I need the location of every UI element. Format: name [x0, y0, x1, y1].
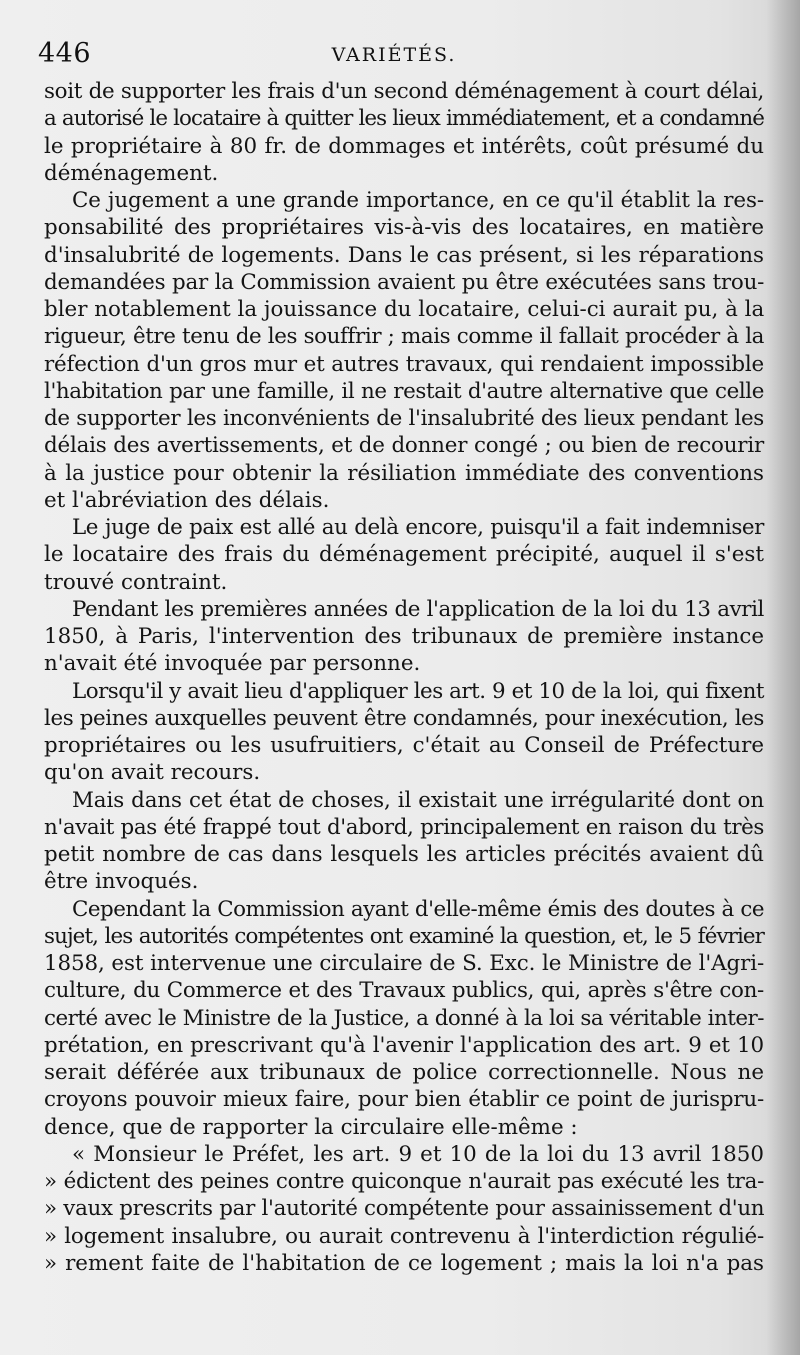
text-line: bler notablement la jouissance du locataire, celui-ci aurait pu, à la	[44, 297, 765, 322]
text-line: n'avait pas été frappé tout d'abord, principalement en raison du très	[44, 814, 764, 840]
text-line: sujet, les autorités compétentes ont examiné la question, et, le 5 février	[44, 923, 764, 949]
text-line: l'habitation par une famille, il ne restait d'autre alternative que celle	[44, 378, 764, 404]
text-line: être invoqués.	[44, 869, 199, 895]
page-edge-shadow	[766, 0, 800, 1355]
text-line: Mais dans cet état de choses, il existait une irrégularité dont on	[72, 787, 764, 813]
page-number: 446	[38, 38, 92, 69]
text-line: soit de supporter les frais d'un second déménagement à court délai,	[44, 79, 764, 104]
text-line: serait déférée aux tribunaux de police correctionnelle. Nous ne	[44, 1060, 764, 1085]
text-line: et l'abréviation des délais.	[44, 487, 330, 513]
text-line: » rement faite de l'habitation de ce logement ; mais la loi n'a pas	[44, 1250, 764, 1276]
text-line: 1858, est intervenue une circulaire de S. Exc. le Ministre de l'Agri-	[44, 951, 765, 976]
page-header	[38, 32, 750, 72]
text-line: » édictent des peines contre quiconque n'aurait pas exécuté les tra-	[44, 1169, 764, 1194]
text-line: ponsabilité des propriétaires vis-à-vis des locataires, en matière	[44, 215, 764, 241]
text-line: Le juge de paix est allé au delà encore, puisqu'il a fait indemniser	[72, 515, 764, 540]
text-line: à la justice pour obtenir la résiliation immédiate des conventions	[44, 460, 764, 486]
text-line: Ce jugement a une grande importance, en ce qu'il établit la res-	[72, 188, 764, 213]
text-line: certé avec le Ministre de la Justice, a donné à la loi sa véritable inter-	[44, 1005, 764, 1031]
text-line: propriétaires ou les usufruitiers, c'était au Conseil de Préfecture	[44, 733, 764, 758]
text-line: n'avait été invoquée par personne.	[44, 651, 421, 677]
text-line: d'insalubrité de logements. Dans le cas présent, si les réparations	[44, 242, 764, 268]
text-line: culture, du Commerce et des Travaux publics, qui, après s'être con-	[44, 978, 764, 1004]
text-line: de supporter les inconvénients de l'insalubrité des lieux pendant les	[44, 406, 764, 431]
text-line: a autorisé le locataire à quitter les lieux immédiatement, et a condamné	[44, 106, 764, 132]
text-line: déménagement.	[44, 160, 219, 186]
text-line: Cependant la Commission ayant d'elle-même émis des doutes à ce	[72, 896, 764, 922]
text-line: » vaux prescrits par l'autorité compétente pour assainissement d'un	[44, 1196, 765, 1222]
text-line: trouvé contraint.	[44, 569, 228, 595]
text-line: « Monsieur le Préfet, les art. 9 et 10 de la loi du 13 avril 1850	[72, 1141, 764, 1167]
body-text	[44, 78, 764, 1277]
text-line: rigueur, être tenu de les souffrir ; mais comme il fallait procéder à la	[44, 324, 764, 350]
text-line: petit nombre de cas dans lesquels les articles précités avaient dû	[44, 842, 764, 867]
text-line: prétation, en prescrivant qu'à l'avenir l'application des art. 9 et 10	[44, 1032, 764, 1058]
text-line: 1850, à Paris, l'intervention des tribunaux de première instance	[44, 624, 764, 649]
text-line: qu'on avait recours.	[44, 760, 261, 786]
text-line: croyons pouvoir mieux faire, pour bien établir ce point de jurispru-	[44, 1087, 764, 1113]
running-head: VARIÉTÉS.	[331, 44, 457, 66]
text-line: Pendant les premières années de l'application de la loi du 13 avril	[72, 596, 764, 622]
text-line: réfection d'un gros mur et autres travaux, qui rendaient impossible	[44, 351, 764, 377]
text-line: les peines auxquelles peuvent être condamnés, pour inexécution, les	[44, 705, 764, 731]
text-line: dence, que de rapporter la circulaire elle-même :	[44, 1114, 578, 1140]
text-line: Lorsqu'il y avait lieu d'appliquer les art. 9 et 10 de la loi, qui fixent	[72, 678, 764, 704]
text-line: le propriétaire à 80 fr. de dommages et intérêts, coût présumé du	[44, 133, 764, 159]
text-line: demandées par la Commission avaient pu être exécutées sans trou-	[44, 269, 765, 295]
text-line: » logement insalubre, ou aurait contrevenu à l'interdiction régulié-	[44, 1223, 764, 1249]
text-line: délais des avertissements, et de donner congé ; ou bien de recourir	[44, 433, 764, 459]
text-line: le locataire des frais du déménagement précipité, auquel il s'est	[44, 542, 764, 568]
